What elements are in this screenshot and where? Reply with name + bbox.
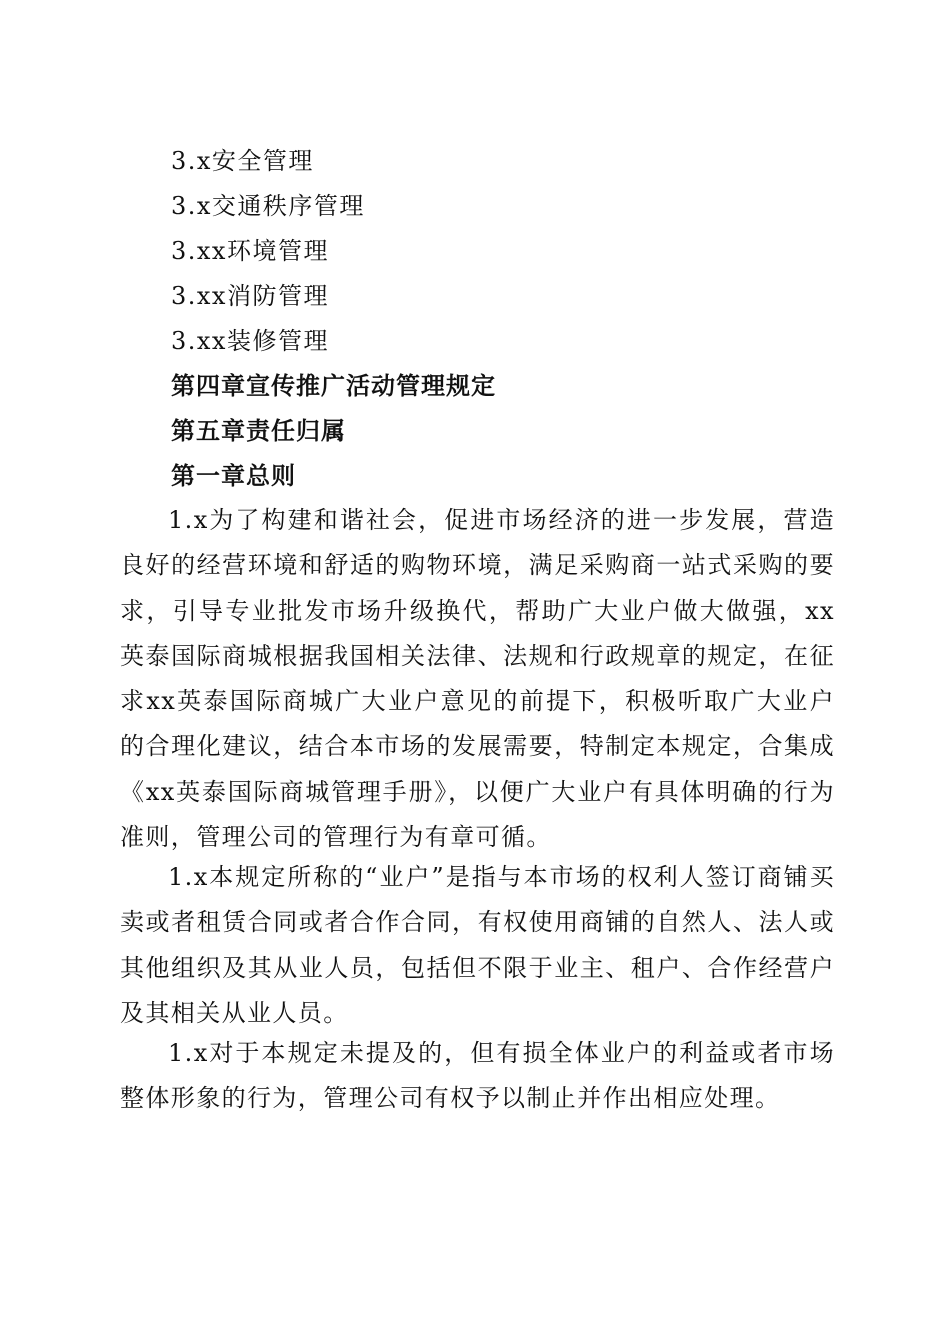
- paragraph-purpose: 1.x为了构建和谐社会，促进市场经济的进一步发展，营造良好的经营环境和舒适的购物环境，满足采购商一站式采购的要求，引导专业批发市场升级换代，帮助广大业户做大做强，xx英泰国际商城根据我国相关法律、法规和行政规章的规定，在征求xx英泰国际商城广大业户意见的前提下，积极听取广大业户的合理化建议，结合本市场的发展需要，特制定本规定，合集成《xx英泰国际商城管理手册》，以便广大业户有具体明确的行为准则，管理公司的管理行为有章可循。: [120, 506, 835, 852]
- toc-chapter-five: 第五章责任归属: [171, 416, 346, 445]
- toc-chapter-four: 第四章宣传推广活动管理规定: [171, 371, 496, 400]
- paragraph-tenant-definition: 1.x本规定所称的“业户”是指与本市场的权利人签订商铺买卖或者租赁合同或者合作合同，有权使用商铺的自然人、法人或其他组织及其从业人员，包括但不限于业主、租户、合作经营户及其相关从业人员。: [120, 863, 835, 1027]
- toc-item-environment: 3.xx环境管理: [171, 237, 329, 265]
- toc-item-renovation: 3.xx装修管理: [171, 327, 329, 355]
- toc-item-safety: 3.x安全管理: [171, 147, 314, 175]
- toc-item-fire: 3.xx消防管理: [171, 282, 329, 310]
- chapter-one-title: 第一章总则: [171, 461, 296, 490]
- paragraph-unmentioned-behavior: 1.x对于本规定未提及的，但有损全体业户的利益或者市场整体形象的行为，管理公司有权予以制止并作出相应处理。: [120, 1039, 835, 1113]
- toc-item-traffic: 3.x交通秩序管理: [171, 192, 365, 220]
